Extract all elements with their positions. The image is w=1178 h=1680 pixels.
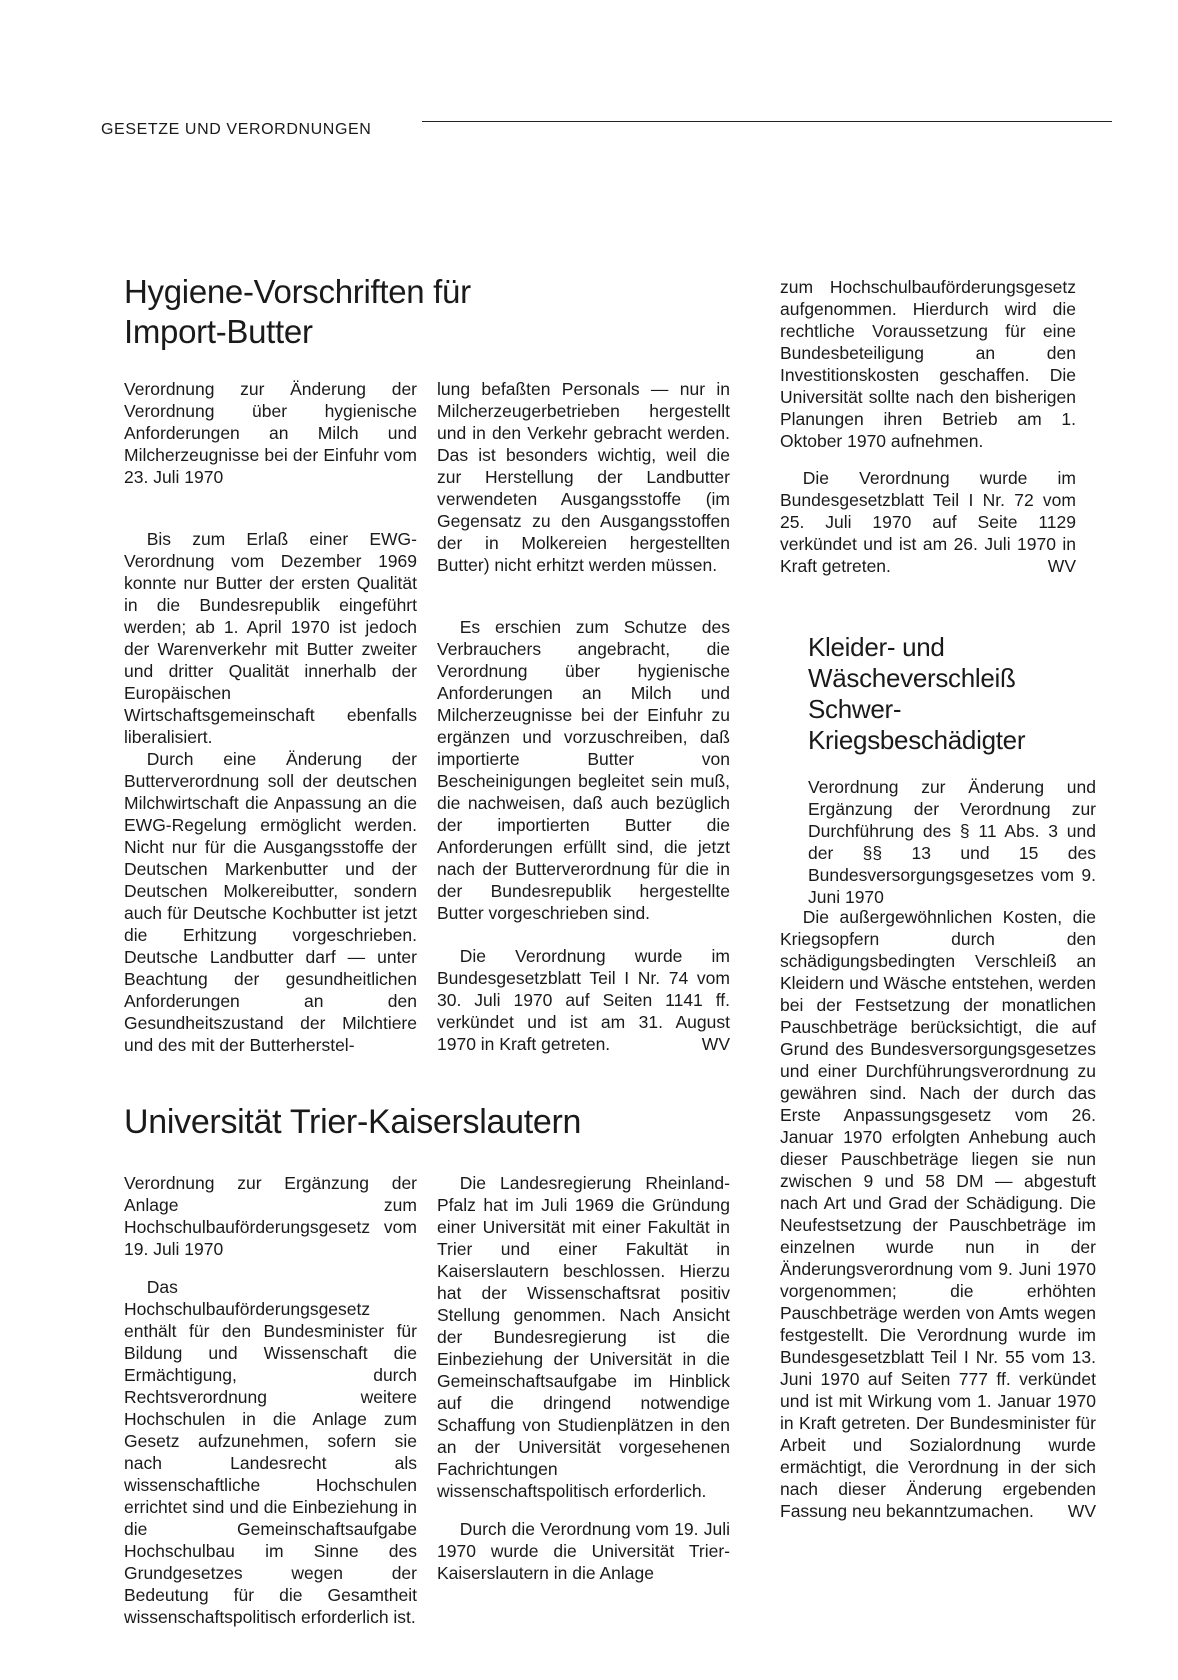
paragraph: Die Verordnung wurde im Bundesgesetzblatt Teil I Nr. 72 vom 25. Juli 1970 auf Seite 1129 verkündet und ist am 26. Juli 1970 in Kraft getreten. WV <box>780 468 1076 576</box>
paragraph: Es erschien zum Schutze des Verbrauchers angebracht, die Verordnung über hygienische Anforderungen an Milch und Milcherzeugnisse bei der Einfuhr zu ergänzen und vorzuschreiben, daß importierte Butter von Bescheinigungen begleitet sein muß, die nachweisen, daß auch bezüglich der importierten Butter die Anforderungen erfüllt sind, die jetzt nach der Butterverordnung für die in der Bundesrepublik hergestellte Butter vorgeschrieben sind. <box>437 617 730 923</box>
paragraph: Durch eine Änderung der Butterverordnung soll der deutschen Milchwirtschaft die Anpassung an die EWG-Regelung ermöglicht werden. Nicht nur für die Ausgangsstoffe der Deutschen Markenbutter und der Deutschen Molkereibutter, sondern auch für Deutsche Kochbutter ist jetzt die Erhitzung vorgeschrieben. Deutsche Landbutter darf — unter Beachtung der gesundheitlichen Anforderungen an den Gesundheitszustand der Milchtiere und des mit der Butterherstel- <box>124 749 417 1055</box>
paragraph: Die Verordnung wurde im Bundesgesetzblatt Teil I Nr. 74 vom 30. Juli 1970 auf Seiten 1141 ff. verkündet und ist am 31. August 1970 in Kraft getreten. WV <box>437 946 730 1054</box>
author-signature: WV <box>1067 1501 1096 1521</box>
paragraph: Bis zum Erlaß einer EWG-Verordnung vom Dezember 1969 konnte nur Butter der ersten Qualität in die Bundesrepublik eingeführt werden; ab 1. April 1970 ist jedoch der Warenverkehr mit Butter zweiter und dritter Qualität innerhalb der Europäischen Wirtschaftsgemeinschaft ebenfalls liberalisiert. <box>124 529 417 747</box>
article-subtitle-university: Verordnung zur Ergänzung der Anlage zum Hochschulbauförderungsgesetz vom 19. Juli 1970 <box>124 1173 417 1259</box>
author-signature: WV <box>1047 556 1076 576</box>
article-title-clothing: Kleider- und Wäscheverschleiß Schwer-Kriegsbeschädigter <box>808 632 1026 755</box>
article-subtitle-butter: Verordnung zur Änderung der Verordnung über hygienische Anforderungen an Milch und Milcherzeugnisse bei der Einfuhr vom 23. Juli 1970 <box>124 379 417 487</box>
paragraph: Die außergewöhnlichen Kosten, die Kriegsopfern durch den schädigungsbedingten Verschleiß an Kleidern und Wäsche entstehen, werden bei der Festsetzung der monatlichen Pauschbeträge berücksichtigt, die auf Grund des Bundesversorgungsgesetzes und einer Durchführungsverordnung zu gewähren sind. Nach der durch das Erste Anpassungsgesetz vom 26. Januar 1970 erfolgten Anhebung auch dieser Pauschbeträge liegen sie nun zwischen 9 und 58 DM — abgestuft nach Art und Grad der Schädigung. Die Neufestsetzung der Pauschbeträge im einzelnen wurde nun in der Änderungsverordnung vom 9. Juni 1970 vorgenommen; die erhöhten Pauschbeträge werden von Amts wegen festgestellt. Die Verordnung wurde im Bundesgesetzblatt Teil I Nr. 55 vom 13. Juni 1970 auf Seiten 777 ff. verkündet und ist mit Wirkung vom 1. Januar 1970 in Kraft getreten. Der Bundesminister für Arbeit und Sozialordnung wurde ermächtigt, die Verordnung in der sich nach dieser Änderung ergebenden Fassung neu bekanntzumachen. WV <box>780 907 1096 1521</box>
article-title-university: Universität Trier-Kaiserslautern <box>124 1103 582 1141</box>
article-subtitle-clothing: Verordnung zur Änderung und Ergänzung der Verordnung zur Durchführung des § 11 Abs. 3 und der §§ 13 und 15 des Bundesversorgungsgesetzes vom 9. Juni 1970 <box>808 777 1096 907</box>
paragraph: lung befaßten Personals — nur in Milcherzeugerbetrieben hergestellt und in den Verkehr gebracht werden. Das ist besonders wichtig, weil die zur Herstellung der Landbutter verwendeten Ausgangsstoffe (im Gegensatz zu den Ausgangsstoffen der in Molkereien hergestellten Butter) nicht erhitzt werden müssen. <box>437 379 730 575</box>
section-header: GESETZE UND VERORDNUNGEN <box>101 121 372 138</box>
paragraph: zum Hochschulbauförderungsgesetz aufgenommen. Hierdurch wird die rechtliche Voraussetzung für eine Bundesbeteiligung an den Investitionskosten geschaffen. Die Universität sollte nach den bisherigen Planungen ihren Betrieb am 1. Oktober 1970 aufnehmen. <box>780 277 1076 451</box>
article-title-butter: Hygiene-Vorschriften für Import-Butter <box>124 273 471 350</box>
paragraph: Das Hochschulbauförderungsgesetz enthält für den Bundesminister für Bildung und Wissenschaft die Ermächtigung, durch Rechtsverordnung weitere Hochschulen in die Anlage zum Gesetz aufzunehmen, sofern sie nach Landesrecht als wissenschaftliche Hochschulen errichtet sind und die Einbeziehung in die Gemeinschaftsaufgabe Hochschulbau im Sinne des Grundgesetzes wegen der Bedeutung für die Gesamtheit wissenschaftspolitisch erforderlich ist. <box>124 1277 417 1627</box>
header-rule <box>422 121 1112 122</box>
paragraph: Durch die Verordnung vom 19. Juli 1970 wurde die Universität Trier-Kaiserslautern in die Anlage <box>437 1519 730 1583</box>
paragraph: Die Landesregierung Rheinland-Pfalz hat im Juli 1969 die Gründung einer Universität mit einer Fakultät in Trier und einer Fakultät in Kaiserslautern beschlossen. Hierzu hat der Wissenschaftsrat positiv Stellung genommen. Nach Ansicht der Bundesregierung ist die Einbeziehung der Universität in die Gemeinschaftsaufgabe im Hinblick auf die dringend notwendige Schaffung von Studienplätzen in den an der Universität vorgesehenen Fachrichtungen wissenschaftspolitisch erforderlich. <box>437 1173 730 1501</box>
author-signature: WV <box>701 1034 730 1054</box>
